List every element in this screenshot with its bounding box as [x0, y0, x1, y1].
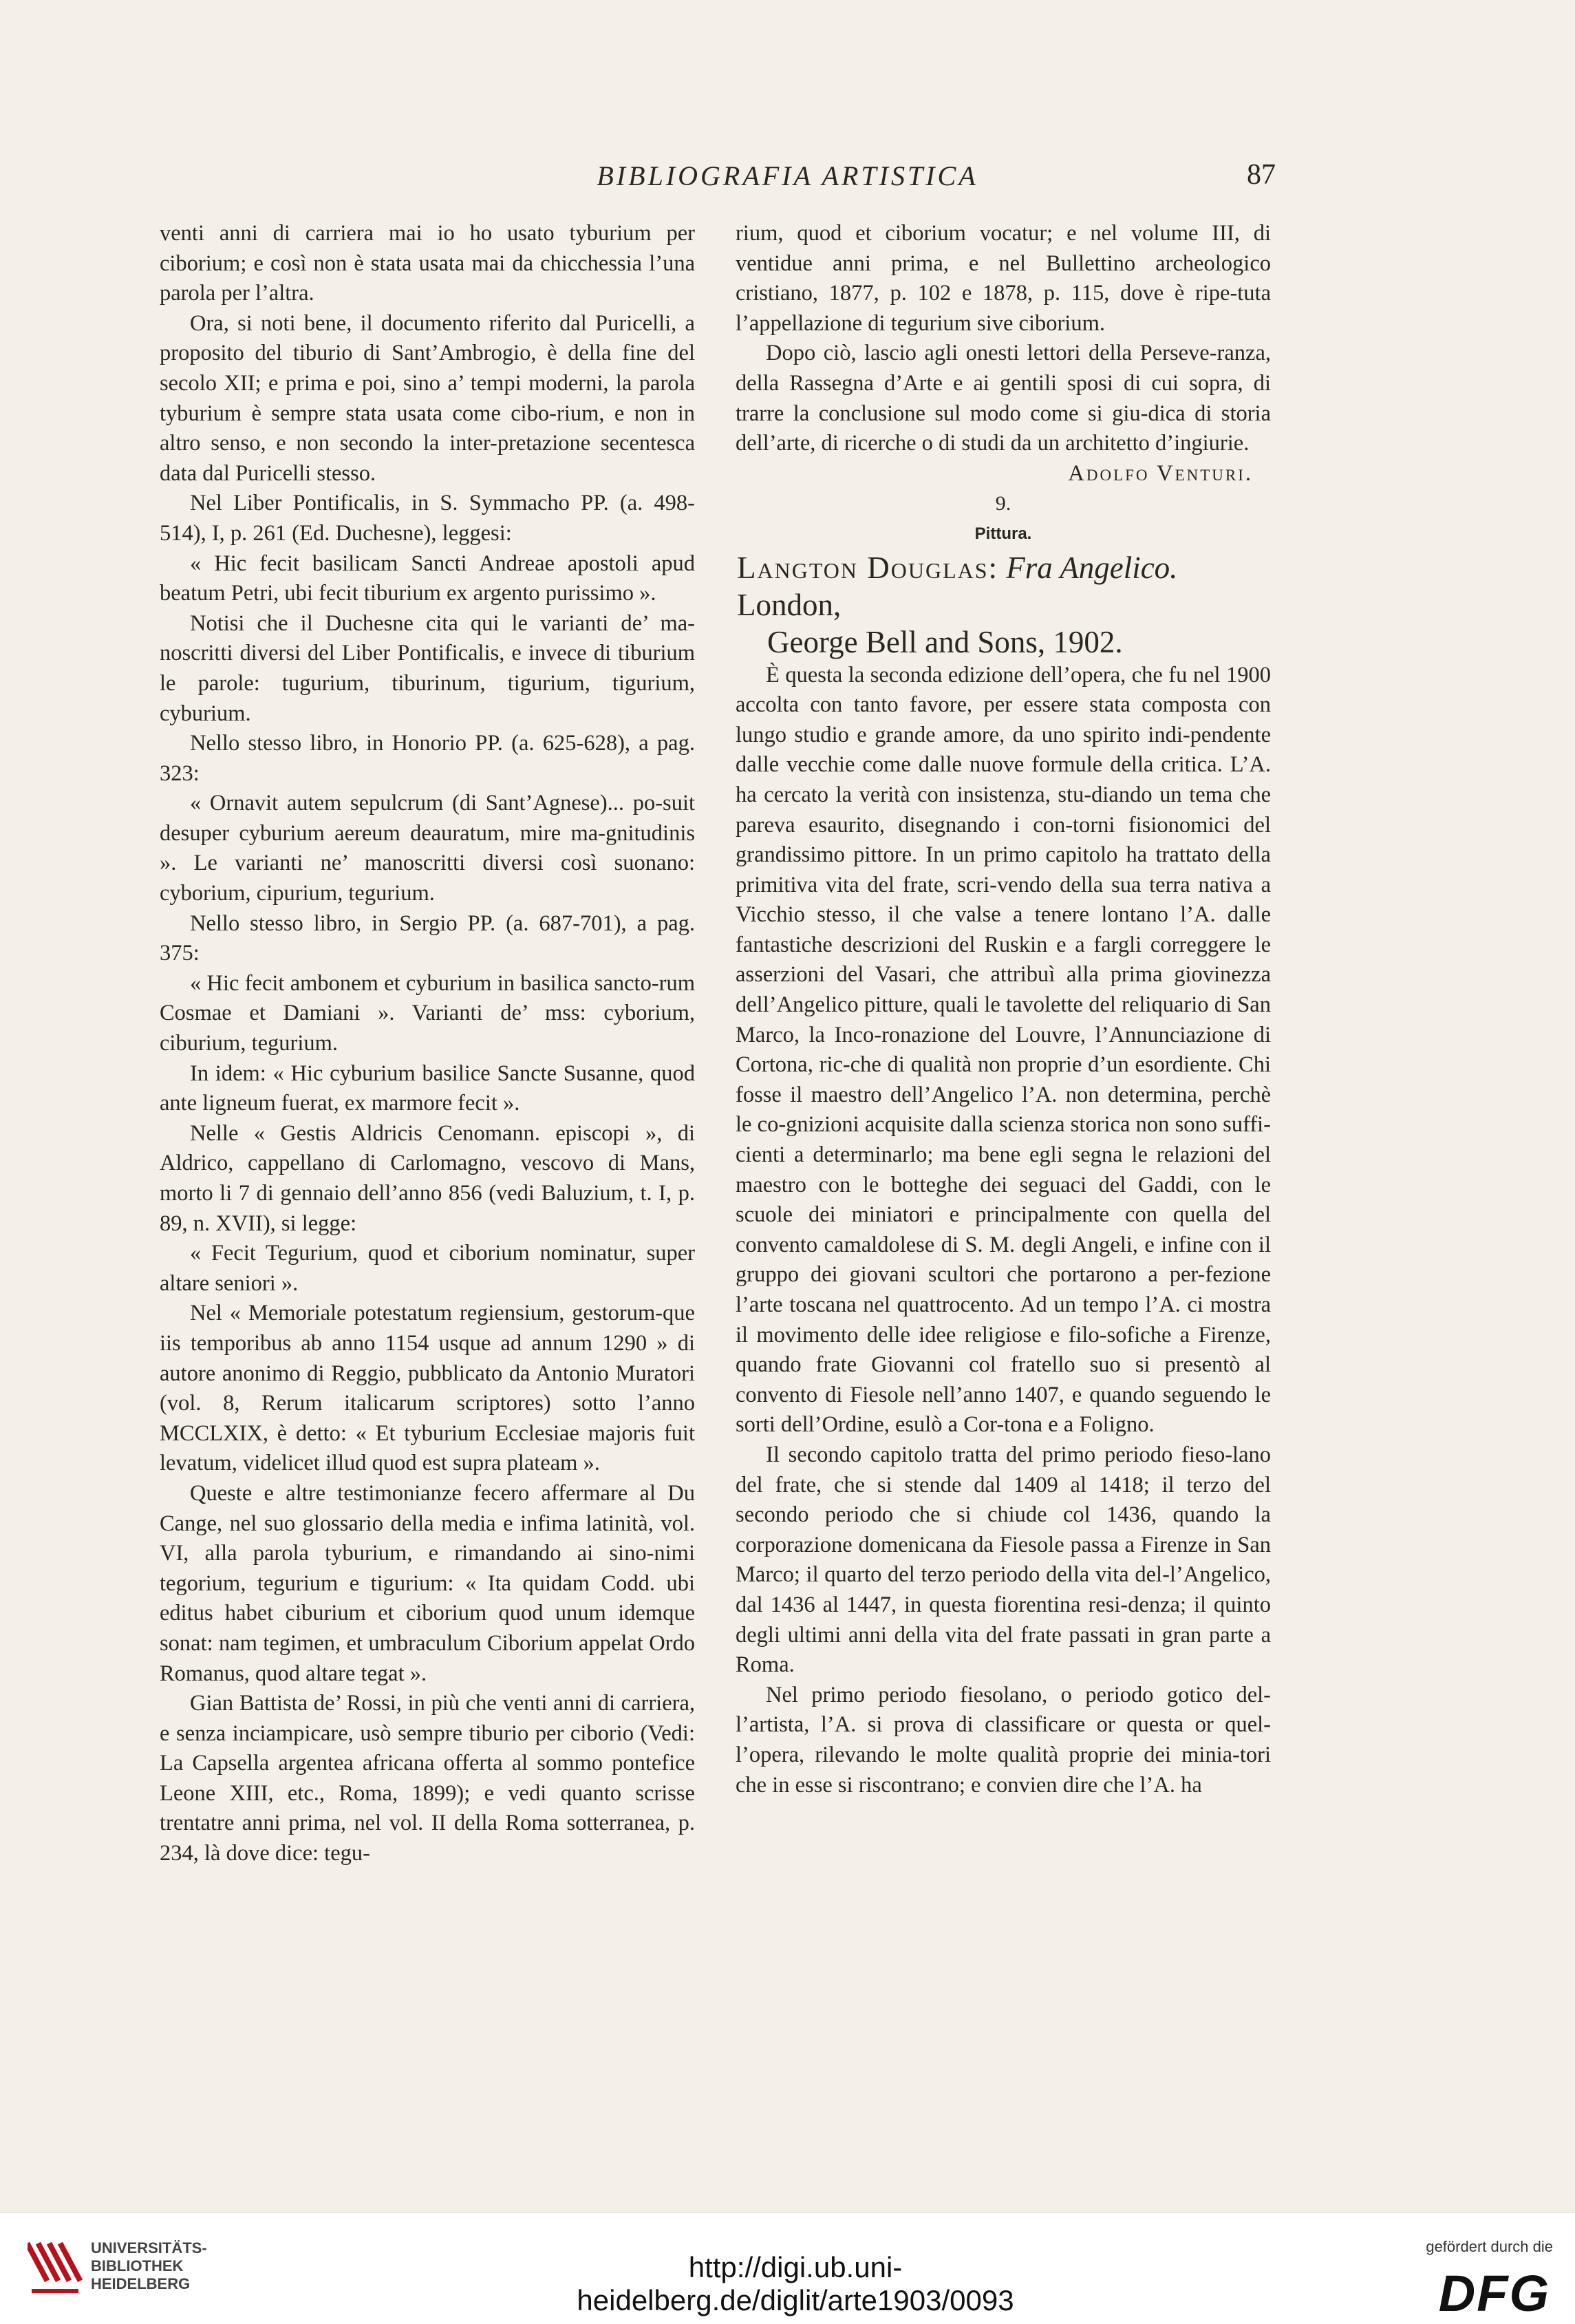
paragraph: Nelle « Gestis Aldricis Cenomann. episcopi », di Aldrico, cappellano di Carlomagno, vescovo di Mans, morto li 7 di gennaio dell’anno 856 (vedi Baluzium, t. I, p. 89, n. XVII), si legge: — [160, 1120, 695, 1236]
section-number: 9. — [995, 492, 1011, 515]
paragraph: Nel primo periodo fiesolano, o periodo gotico del-l’artista, l’A. si prova di classificare or questa or quel-l’opera, rilevando le molte qualità proprie dei minia-tori che in esse si riscontrano; e convien dire che l’A. ha — [736, 1682, 1271, 1798]
digitization-footer — [0, 2213, 1575, 2324]
paragraph: rium, quod et ciborium vocatur; e nel volume III, di ventidue anni prima, e nel Bullettino archeologico cristiano, 1877, p. 102 e 1878, p. 115, dove è ripe-tuta l’appellazione di tegurium sive ciborium. — [736, 221, 1271, 336]
left-column — [160, 219, 695, 1869]
paragraph: Nello stesso libro, in Honorio PP. (a. 625-628), a pag. 323: — [160, 731, 695, 786]
paragraph: È questa la seconda edizione dell’opera, che fu nel 1900 accolta con tanto favore, per essere stata composta con lungo studio e grande amore, da uno spirito indi-pendente dalle vecchie come dalle nuove formule della critica. L’A. ha cercato la verità con insistenza, stu-diando un tema che pareva esaurito, disegnando i con-torni fisionomici del grandissimo pittore. In un primo capitolo ha trattato della primitiva vita del frate, scri-vendo della sua terra nativa a Vicchio stesso, il che valse a tenere lontano l’A. dalle fantastiche descrizioni del Ruskin e a fargli correggere le asserzioni del Vasari, che attribuì alla prima giovinezza dell’Angelico pitture, quali le tavolette del reliquario di San Marco, la Inco-ronazione del Louvre, l’Annunciazione di Cortona, ric-che di qualità non proprie d’un esordiente. Chi fosse il maestro dell’Angelico l’A. non determina, perchè le co-gnizioni acquisite dalla scienza storica non sono suffi-cienti a determinarlo; ma bene egli segna le relazioni del maestro con le botteghe dei seguaci del Gaddi, con le scuole dei miniatori e principalmente con quella del convento camaldolese di S. M. degli Angeli, e infine con il gruppo dei giovani scultori che portarono a per-fezione l’arte toscana nel quattrocento. Ad un tempo l’A. ci mostra il movimento delle idee religiose e filo-sofiche a Firenze, quando frate Giovanni col fratello suo si presentò al convento di Fiesole nell’anno 1407, e quando seguendo le sorti dell’Ordine, esulò a Cor-tona e a Foligno. — [736, 662, 1271, 1438]
section-title: Pittura. — [974, 524, 1032, 543]
paragraph: Dopo ciò, lascio agli onesti lettori della Perseve-ranza, della Rassegna d’Arte e ai gentili sposi di cui sopra, di trarre la conclusione sul modo come si giu-dica di storia dell’arte, di ricerche o di studi da un architetto d’ingiurie. — [736, 341, 1271, 456]
book-author: Langton Douglas: — [737, 550, 999, 585]
paragraph: Il secondo capitolo tratta del primo periodo fieso-lano del frate, che si stende dal 1409 al 1418; il terzo del secondo periodo che si chiude col 1436, quando la corporazione domenicana da Fiesole passa a Firenze in San Marco; il quarto del terzo periodo della vita del-l’Angelico, dal 1436 al 1447, in questa fiorentina resi-denza; il quinto degli ultimi anni della vita del frate passati in gran parte a Roma. — [736, 1442, 1271, 1678]
paragraph: venti anni di carriera mai io ho usato tyburium per ciborium; e così non è stata usata mai da chicchessia l’una parola per l’altra. — [160, 221, 695, 306]
quotation: « Ornavit autem sepulcrum (di Sant’Agnese)... po-suit desuper cyburium aereum deauratum, mire ma-gnitudinis ». Le varianti ne’ manoscritti diversi così suonano: cyborium, cipurium, tegurium. — [160, 791, 695, 906]
paragraph: Nel Liber Pontificalis, in S. Symmacho PP. (a. 498-514), I, p. 261 (Ed. Duchesne), leggesi: — [160, 491, 695, 546]
library-name: UNIVERSITÄTS- BIBLIOTHEK HEIDELBERG — [91, 2239, 207, 2292]
book-place: London, — [737, 587, 842, 622]
quotation: « Hic fecit ambonem et cyburium in basilica sancto-rum Cosmae et Damiani ». Varianti de’ mss: cyborium, ciburium, tegurium. — [160, 970, 695, 1056]
book-title: Fra Angelico. — [1006, 550, 1178, 585]
funding-note: gefördert durch die — [1426, 2238, 1553, 2255]
book-heading — [736, 549, 1271, 661]
running-title: BIBLIOGRAFIA ARTISTICA — [597, 160, 978, 191]
quotation: « Hic fecit basilicam Sancti Andreae apostoli apud beatum Petri, ubi fecit tiburium ex argento purissimo ». — [160, 551, 695, 606]
paragraph: Notisi che il Duchesne cita qui le varianti de’ ma-noscritti diversi del Liber Pontificalis, e invece di tiburium le parole: tugurium, tiburinum, tigurium, tigurium, cyburium. — [160, 610, 695, 726]
dfg-logo: DFG — [1438, 2265, 1550, 2322]
book-publisher: George Bell and Sons, 1902. — [767, 624, 1123, 659]
paragraph: Ora, si noti bene, il documento riferito dal Puricelli, a proposito del tiburio di Sant’Ambrogio, è della fine del secolo XII; e prima e poi, sino a’ tempi moderni, la parola tyburium è sempre stata usata come cibo-rium, e non in altro senso, e non secondo la inter-pretazione secentesca data dal Puricelli stesso. — [160, 310, 695, 486]
page-number: 87 — [1247, 159, 1276, 191]
permalink-url[interactable]: http://digi.ub.uni-heidelberg.de/diglit/arte1903/0093 — [577, 2251, 1014, 2316]
quotation: In idem: « Hic cyburium basilice Sancte Susanne, quod ante ligneum fuerat, ex marmore fecit ». — [160, 1060, 695, 1116]
paragraph: Gian Battista de’ Rossi, in più che venti anni di carriera, e senza inciampicare, usò sempre tiburio per ciborio (Vedi: La Capsella argentea africana offerta al sommo pontefice Leone XIII, etc., Roma, 1899); e vedi quanto scrisse trentatre anni prima, nel vol. II della Roma sotterranea, p. 234, là dove dice: tegu- — [160, 1691, 695, 1866]
university-library-logo — [28, 2235, 83, 2301]
paragraph: Nello stesso libro, in Sergio PP. (a. 687-701), a pag. 375: — [160, 910, 695, 966]
paragraph: Queste e altre testimonianze fecero affermare al Du Cange, nel suo glossario della media e infima latinità, vol. VI, alla parola tyburium, e rimandando ai sino-nimi tegorium, tegurium e tigurium: « Ita quidam Codd. ubi editus habet ciburium et ciborium quod unum idemque sonat: nam tegimen, et umbraculum Ciborium appelat Ordo Romanus, quod altare tegat ». — [160, 1480, 695, 1686]
quotation: « Fecit Tegurium, quod et ciborium nominatur, super altare seniori ». — [160, 1241, 695, 1296]
paragraph: Nel « Memoriale potestatum regiensium, gestorum-que iis temporibus ab anno 1154 usque ad annum 1290 » di autore anonimo di Reggio, pubblicato da Antonio Muratori (vol. 8, Rerum italicarum scriptores) sotto l’anno MCCLXIX, è detto: « Et tyburium Ecclesiae majoris fuit levatum, videlicet illud quod est supra plateam ». — [160, 1301, 695, 1476]
right-column — [736, 219, 1271, 1800]
author-signature: Adolfo Venturi. — [1068, 460, 1253, 486]
